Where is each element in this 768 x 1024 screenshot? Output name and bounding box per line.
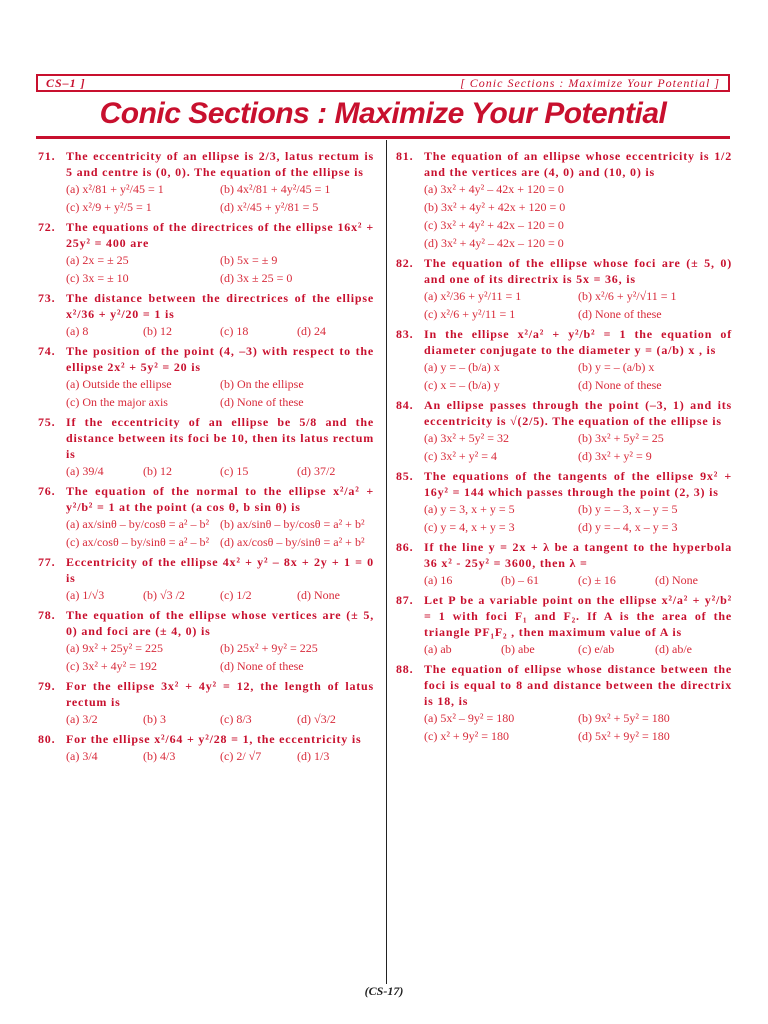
answer-option: (d) ax/cosθ – by/sinθ = a² + b² — [220, 535, 365, 549]
question-text: The eccentricity of an ellipse is 2/3, latus rectum is 5 and centre is (0, 0). The equation of the ellipse is — [66, 149, 374, 179]
question-stem — [38, 343, 374, 375]
question-text: The equations of the tangents of the ellipse 9x² + 16y² = 144 which passes through the point (2, 3) is — [424, 469, 732, 499]
question-stem — [38, 607, 374, 639]
answer-option: (b) y = – 3, x – y = 5 — [578, 502, 678, 516]
question-number: 77. — [38, 555, 56, 569]
option-list — [38, 375, 374, 411]
question-number: 73. — [38, 291, 56, 305]
page-title: Conic Sections : Maximize Your Potential — [99, 97, 667, 130]
answer-option: (b) 3x² + 5y² = 25 — [578, 431, 664, 445]
answer-option: (b) 3x² + 4y² + 42x + 120 = 0 — [424, 200, 566, 214]
answer-option: (d) √3/2 — [297, 712, 336, 726]
answer-option: (b) x²/6 + y²/√11 = 1 — [578, 289, 677, 303]
answer-option: (b) ax/sinθ – by/cosθ = a² + b² — [220, 517, 365, 531]
question-number: 88. — [396, 662, 414, 676]
answer-option: (a) 3x² + 4y² – 42x + 120 = 0 — [424, 182, 564, 196]
option-list — [38, 710, 374, 728]
question-item — [38, 290, 374, 340]
answer-option: (a) x²/36 + y²/11 = 1 — [424, 289, 522, 303]
question-text: The position of the point (4, –3) with respect to the ellipse 2x² + 5y² = 20 is — [66, 344, 374, 374]
question-item — [396, 326, 732, 394]
option-list — [38, 322, 374, 340]
question-text: The equation of the ellipse whose vertices are (± 5, 0) and foci are (± 4, 0) is — [66, 608, 374, 638]
answer-option: (c) x²/6 + y²/11 = 1 — [424, 307, 516, 321]
answer-option: (d) None — [655, 573, 698, 587]
answer-option: (a) x²/81 + y²/45 = 1 — [66, 182, 164, 196]
option-list — [38, 747, 374, 765]
question-number: 85. — [396, 469, 414, 483]
answer-option: (c) On the major axis — [66, 395, 168, 409]
answer-option: (c) x² + 9y² = 180 — [424, 729, 510, 743]
question-stem — [396, 397, 732, 429]
question-item — [38, 148, 374, 216]
option-list — [38, 180, 374, 216]
answer-option: (a) ab — [424, 642, 452, 656]
answer-option: (c) 3x² + 4y² + 42x – 120 = 0 — [424, 218, 564, 232]
question-text: An ellipse passes through the point (–3, 1) and its eccentricity is √(2/5). The equation of the ellipse is — [424, 398, 732, 428]
question-number: 86. — [396, 540, 414, 554]
answer-option: (c) 3x² + y² = 4 — [424, 449, 498, 463]
option-list — [38, 586, 374, 604]
right-column — [396, 148, 732, 748]
question-item — [396, 539, 732, 589]
answer-option: (d) ab/e — [655, 642, 692, 656]
question-number: 80. — [38, 732, 56, 746]
answer-option: (c) x = – (b/a) y — [424, 378, 500, 392]
answer-option: (b) 25x² + 9y² = 225 — [220, 641, 318, 655]
answer-option: (d) None — [297, 588, 340, 602]
question-number: 74. — [38, 344, 56, 358]
answer-option: (a) 9x² + 25y² = 225 — [66, 641, 164, 655]
question-item — [38, 678, 374, 728]
chapter-code: CS–1 ] — [46, 75, 86, 90]
answer-option: (c) ax/cosθ – by/sinθ = a² – b² — [66, 535, 210, 549]
question-number: 81. — [396, 149, 414, 163]
answer-option: (d) x²/45 + y²/81 = 5 — [220, 200, 319, 214]
option-list — [396, 500, 732, 536]
question-item — [396, 592, 732, 658]
answer-option: (c) 1/2 — [220, 588, 252, 602]
answer-option: (a) 3x² + 5y² = 32 — [424, 431, 510, 445]
option-list — [38, 515, 374, 551]
question-text: If the eccentricity of an ellipse be 5/8 and the distance between its foci be 10, then its latus rectum is — [66, 415, 374, 461]
question-number: 76. — [38, 484, 56, 498]
answer-option: (a) y = 3, x + y = 5 — [424, 502, 515, 516]
option-list — [396, 571, 732, 589]
option-list — [38, 251, 374, 287]
running-header: [ Conic Sections : Maximize Your Potential ] — [460, 75, 720, 90]
answer-option: (c) ± 16 — [578, 573, 616, 587]
question-text: In the ellipse x²/a² + y²/b² = 1 the equation of diameter conjugate to the diameter y = (a/b) x , is — [424, 327, 732, 357]
question-item — [38, 219, 374, 287]
option-list — [396, 640, 732, 658]
answer-option: (b) √3 /2 — [143, 588, 185, 602]
question-number: 71. — [38, 149, 56, 163]
header-bar — [36, 74, 730, 92]
question-text: The equation of ellipse whose distance between the foci is equal to 8 and distance between the directrix is 18, is — [424, 662, 732, 708]
answer-option: (a) 16 — [424, 573, 453, 587]
question-item — [396, 255, 732, 323]
answer-option: (d) None of these — [578, 378, 662, 392]
option-list — [38, 462, 374, 480]
question-text: The equations of the directrices of the ellipse 16x² + 25y² = 400 are — [66, 220, 374, 250]
question-number: 79. — [38, 679, 56, 693]
option-list — [396, 180, 732, 252]
answer-option: (b) abe — [501, 642, 535, 656]
answer-option: (d) 3x² + 4y² – 42x – 120 = 0 — [424, 236, 564, 250]
answer-option: (b) 9x² + 5y² = 180 — [578, 711, 670, 725]
question-item — [38, 343, 374, 411]
question-stem — [38, 414, 374, 462]
question-number: 87. — [396, 593, 414, 607]
left-column — [38, 148, 374, 768]
answer-option: (b) – 61 — [501, 573, 539, 587]
question-item — [38, 414, 374, 480]
question-stem — [38, 219, 374, 251]
answer-option: (d) 24 — [297, 324, 326, 338]
answer-option: (c) 3x² + 4y² = 192 — [66, 659, 158, 673]
question-text: The equation of an ellipse whose eccentricity is 1/2 and the vertices are (4, 0) and (10, 0) is — [424, 149, 732, 179]
question-item — [396, 468, 732, 536]
question-number: 83. — [396, 327, 414, 341]
answer-option: (b) 5x = ± 9 — [220, 253, 278, 267]
answer-option: (b) y = – (a/b) x — [578, 360, 655, 374]
answer-option: (b) 12 — [143, 324, 172, 338]
answer-option: (a) ax/sinθ – by/cosθ = a² – b² — [66, 517, 210, 531]
answer-option: (d) None of these — [578, 307, 662, 321]
answer-option: (a) 39/4 — [66, 464, 104, 478]
question-number: 82. — [396, 256, 414, 270]
answer-option: (d) 1/3 — [297, 749, 330, 763]
answer-option: (c) 15 — [220, 464, 249, 478]
question-stem — [396, 255, 732, 287]
question-text: For the ellipse 3x² + 4y² = 12, the length of latus rectum is — [66, 679, 374, 709]
question-stem — [396, 592, 732, 640]
question-text: If the line y = 2x + λ be a tangent to the hyperbola 36 x² - 25y² = 3600, then λ = — [424, 540, 732, 570]
question-text: The distance between the directrices of the ellipse x²/36 + y²/20 = 1 is — [66, 291, 374, 321]
question-stem — [396, 468, 732, 500]
question-stem — [396, 326, 732, 358]
option-list — [396, 709, 732, 745]
answer-option: (d) 3x ± 25 = 0 — [220, 271, 293, 285]
answer-option: (b) 12 — [143, 464, 172, 478]
question-stem — [38, 678, 374, 710]
answer-option: (c) e/ab — [578, 642, 615, 656]
answer-option: (a) 3/4 — [66, 749, 98, 763]
answer-option: (a) y = – (b/a) x — [424, 360, 500, 374]
question-stem — [38, 148, 374, 180]
column-divider — [386, 140, 387, 984]
question-item — [38, 554, 374, 604]
answer-option: (b) On the ellipse — [220, 377, 304, 391]
answer-option: (b) 4x²/81 + 4y²/45 = 1 — [220, 182, 331, 196]
option-list — [396, 287, 732, 323]
question-number: 72. — [38, 220, 56, 234]
question-stem — [38, 290, 374, 322]
answer-option: (d) y = – 4, x – y = 3 — [578, 520, 678, 534]
question-number: 75. — [38, 415, 56, 429]
answer-option: (a) 8 — [66, 324, 89, 338]
title-rule — [36, 136, 730, 139]
question-item — [38, 483, 374, 551]
answer-option: (b) 3 — [143, 712, 166, 726]
answer-option: (d) 3x² + y² = 9 — [578, 449, 652, 463]
question-item — [38, 607, 374, 675]
question-item — [38, 731, 374, 765]
answer-option: (c) 3x = ± 10 — [66, 271, 129, 285]
question-text: Eccentricity of the ellipse 4x² + y² – 8x + 2y + 1 = 0 is — [66, 555, 374, 585]
question-number: 78. — [38, 608, 56, 622]
question-item — [396, 148, 732, 252]
question-text: The equation of the ellipse whose foci are (± 5, 0) and one of its directrix is 5x = 36, is — [424, 256, 732, 286]
question-stem — [38, 731, 374, 747]
answer-option: (d) 37/2 — [297, 464, 336, 478]
option-list — [396, 358, 732, 394]
answer-option: (d) None of these — [220, 659, 304, 673]
answer-option: (a) Outside the ellipse — [66, 377, 172, 391]
question-stem — [396, 148, 732, 180]
answer-option: (a) 3/2 — [66, 712, 98, 726]
answer-option: (a) 2x = ± 25 — [66, 253, 129, 267]
answer-option: (a) 5x² – 9y² = 180 — [424, 711, 515, 725]
question-text: The equation of the normal to the ellipse x²/a² + y²/b² = 1 at the point (a cos θ, b sin θ) is — [66, 484, 374, 514]
option-list — [396, 429, 732, 465]
answer-option: (c) 2/ √7 — [220, 749, 262, 763]
answer-option: (b) 4/3 — [143, 749, 176, 763]
question-text: For the ellipse x²/64 + y²/28 = 1, the eccentricity is — [66, 732, 362, 746]
option-list — [38, 639, 374, 675]
answer-option: (d) None of these — [220, 395, 304, 409]
question-text: Let P be a variable point on the ellipse x²/a² + y²/b² = 1 with foci F₁ and F₂. If A is the area of the triangle PF₁F₂ , then maximum value of A is — [424, 593, 732, 639]
page-number: (CS-17) — [364, 984, 404, 998]
answer-option: (c) 18 — [220, 324, 249, 338]
answer-option: (c) 8/3 — [220, 712, 252, 726]
question-stem — [38, 483, 374, 515]
question-stem — [396, 539, 732, 571]
answer-option: (c) x²/9 + y²/5 = 1 — [66, 200, 152, 214]
question-stem — [396, 661, 732, 709]
question-item — [396, 397, 732, 465]
question-number: 84. — [396, 398, 414, 412]
answer-option: (c) y = 4, x + y = 3 — [424, 520, 515, 534]
question-item — [396, 661, 732, 745]
question-stem — [38, 554, 374, 586]
answer-option: (d) 5x² + 9y² = 180 — [578, 729, 670, 743]
answer-option: (a) 1/√3 — [66, 588, 105, 602]
